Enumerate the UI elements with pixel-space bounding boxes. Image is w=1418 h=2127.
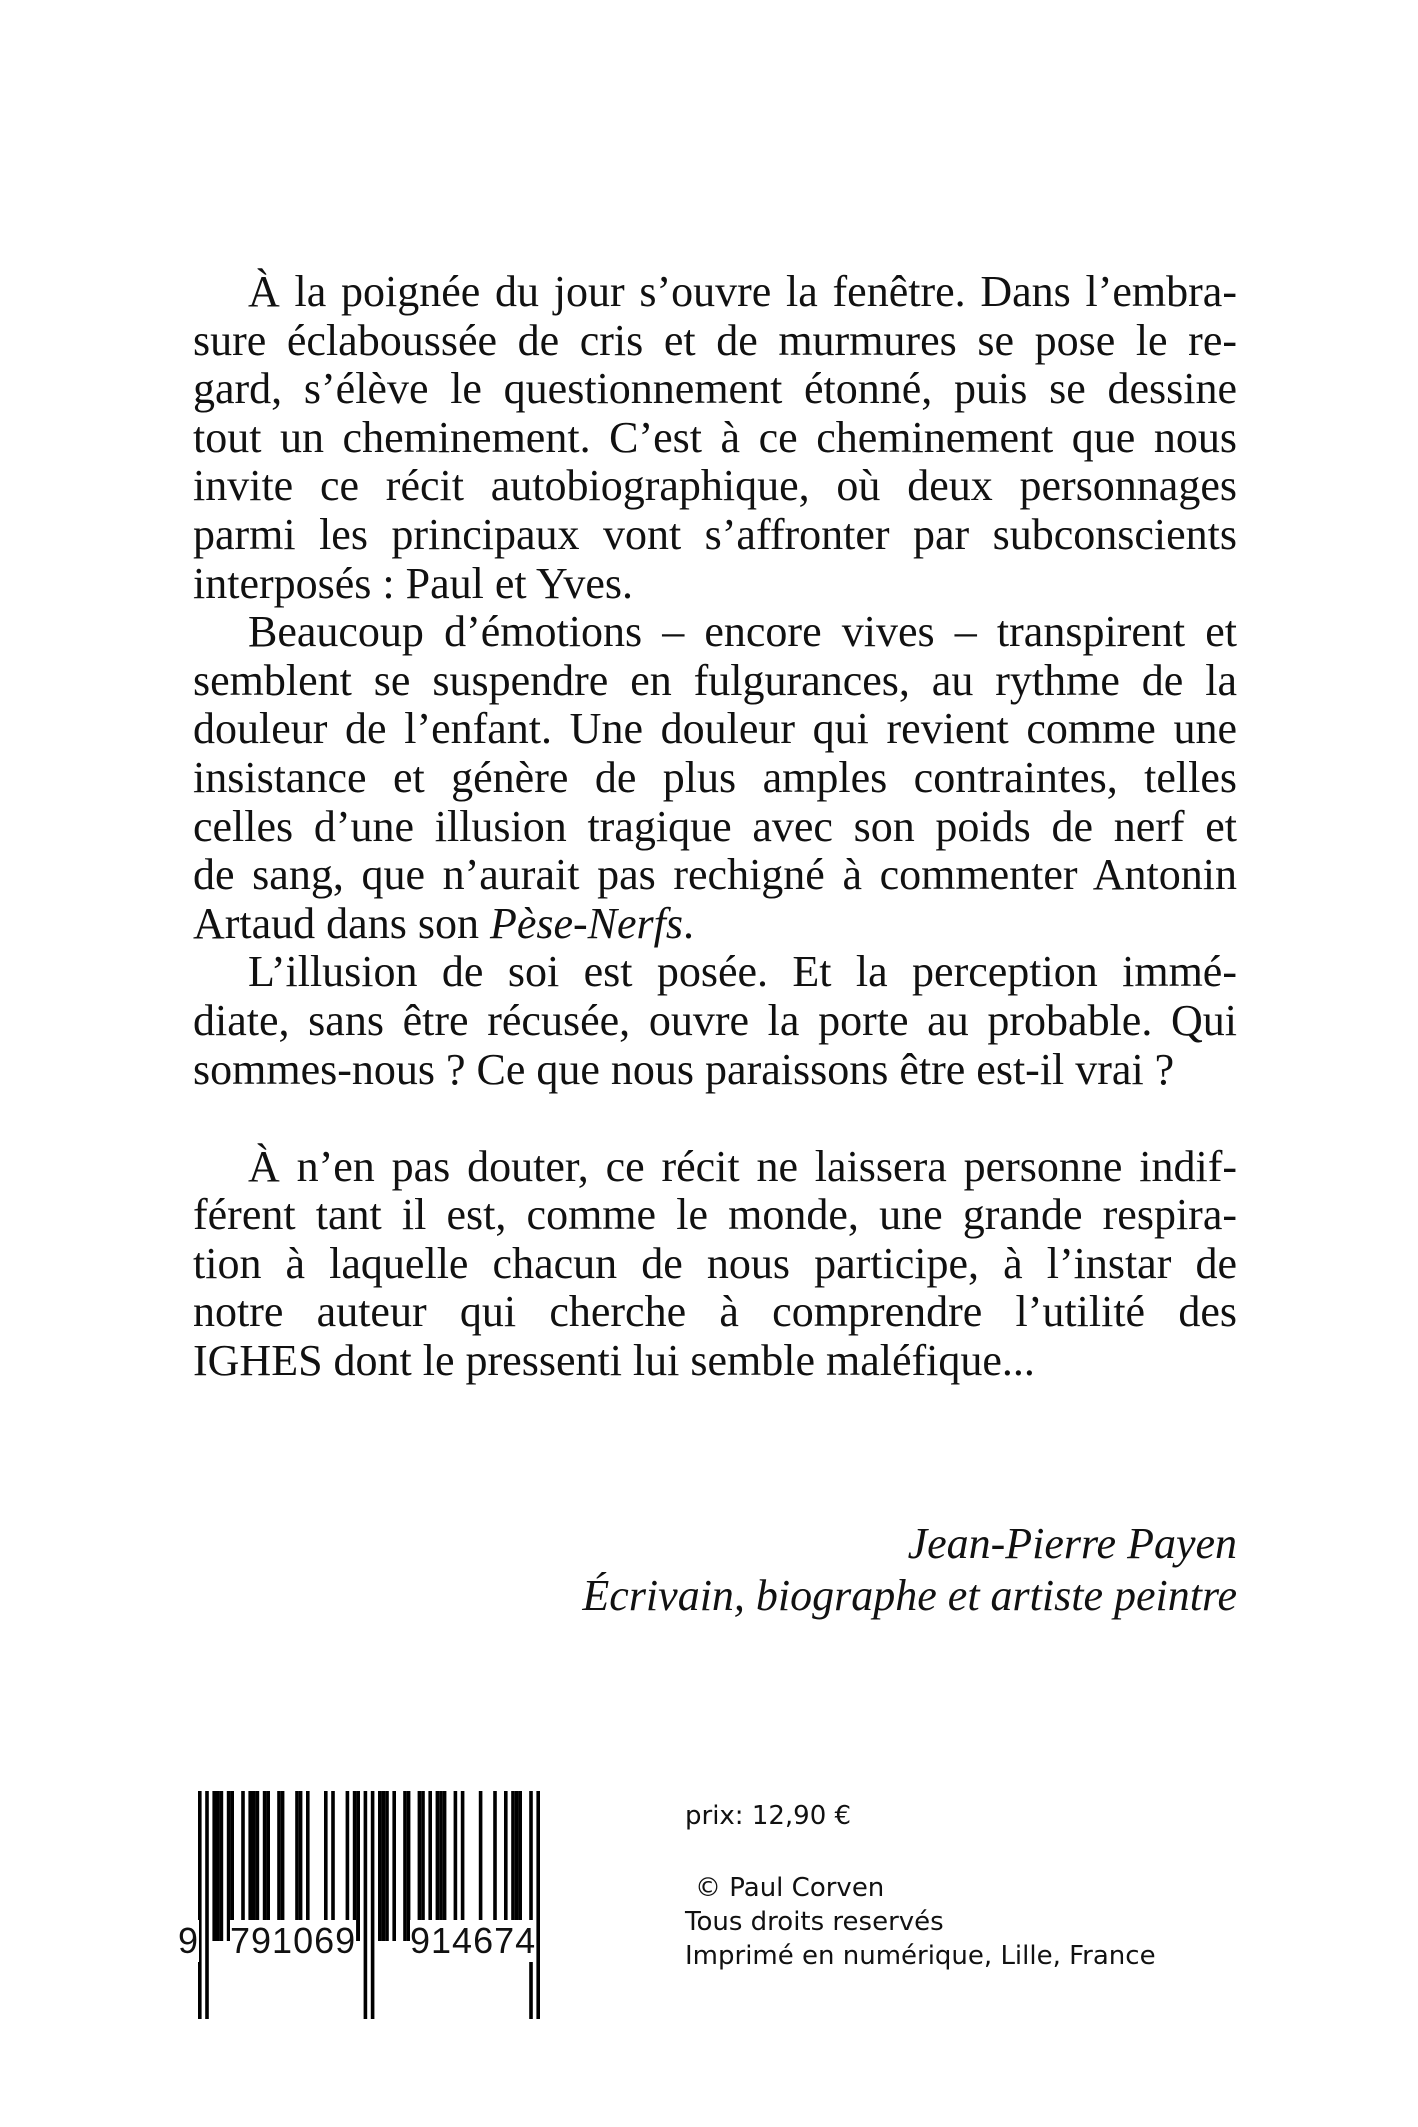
blurb-text xyxy=(193,268,1237,1386)
barcode-bar xyxy=(220,1791,224,1941)
isbn-barcode xyxy=(178,1791,598,2019)
text-line: invite ce récit autobiographique, où deux personnages xyxy=(193,461,1237,511)
barcode-bar xyxy=(421,1791,425,1941)
barcode-bar xyxy=(454,1791,458,1941)
text-line: interposés : Paul et Yves. xyxy=(193,558,633,608)
barcode-digit-first: 9 xyxy=(178,1920,200,1961)
barcode-group-2: 914674 xyxy=(410,1920,537,1961)
text-line: tout un cheminement. C’est à ce cheminement que nous xyxy=(193,412,1237,462)
barcode-bar xyxy=(212,1791,216,1941)
barcode-bar xyxy=(385,1791,389,1941)
barcode-bar xyxy=(263,1791,267,1941)
text-line: férent tant il est, comme le monde, une grande respira- xyxy=(193,1190,1237,1240)
barcode-group-1: 791069 xyxy=(230,1920,357,1961)
barcode-guard-bar xyxy=(198,1791,202,2019)
text-line: celles d’une illusion tragique avec son poids de nerf et xyxy=(193,801,1237,851)
text-line: sommes-nous ? Ce que nous paraissons être est-il vrai ? xyxy=(193,1044,1175,1094)
price-label: prix: 12,90 € xyxy=(685,1801,852,1831)
barcode-bar xyxy=(227,1791,231,1941)
text-line: À n’en pas douter, ce récit ne laissera personne indif- xyxy=(248,1141,1237,1191)
text-line: parmi les principaux vont s’affronter par subconscients xyxy=(193,509,1237,559)
barcode-bar xyxy=(418,1791,422,1941)
barcode-bar xyxy=(299,1791,303,1941)
book-title: Pèse-Nerfs xyxy=(489,898,684,948)
barcode-bar xyxy=(518,1791,522,1941)
barcode-bar xyxy=(479,1791,483,1941)
barcode-digits xyxy=(178,1920,598,1970)
author-role: Écrivain, biographe et artiste peintre xyxy=(582,1571,1237,1620)
barcode-guard-bar xyxy=(205,1791,209,2019)
barcode-bar xyxy=(392,1791,396,1941)
barcode-guard-bar xyxy=(364,1791,368,2019)
barcode-bar xyxy=(443,1791,447,1941)
text-line: notre auteur qui cherche à comprendre l’utilité des xyxy=(193,1287,1237,1337)
text-line: L’illusion de soi est posée. Et la perception immé- xyxy=(248,947,1237,997)
barcode-bar xyxy=(439,1791,443,1941)
printing-line: Imprimé en numérique, Lille, France xyxy=(685,1941,1156,1971)
barcode-bars xyxy=(178,1791,598,2019)
barcode-guard-bar xyxy=(529,1791,533,2019)
barcode-bar xyxy=(403,1791,407,1941)
text-line: insistance et génère de plus amples contraintes, telles xyxy=(193,752,1237,802)
signature xyxy=(582,1518,1237,1622)
barcode-bar xyxy=(428,1791,432,1941)
barcode-bar xyxy=(407,1791,411,1941)
barcode-bar xyxy=(230,1791,234,1941)
text-line: IGHES dont le pressenti lui semble maléfique... xyxy=(193,1336,1035,1386)
text-line: diate, sans être récusée, ouvre la porte au probable. Qui xyxy=(193,995,1237,1045)
barcode-bar xyxy=(493,1791,497,1941)
barcode-bar xyxy=(382,1791,386,1941)
barcode-bar xyxy=(461,1791,465,1941)
barcode-bar xyxy=(511,1791,515,1941)
text-fragment: . xyxy=(683,898,695,948)
text-line: semblent se suspendre en fulgurances, au rythme de la xyxy=(193,655,1237,705)
barcode-bar xyxy=(281,1791,285,1941)
barcode-bar xyxy=(216,1791,220,1941)
text-line: douleur de l’enfant. Une douleur qui revient comme une xyxy=(193,704,1237,754)
copyright-line: © Paul Corven xyxy=(695,1873,885,1903)
text-line: Beaucoup d’émotions – encore vives – transpirent et xyxy=(248,607,1237,657)
text-line: gard, s’élève le questionnement étonné, puis se dessine xyxy=(193,364,1237,414)
text-line: À la poignée du jour s’ouvre la fenêtre. Dans l’embra- xyxy=(248,267,1237,316)
barcode-bar xyxy=(295,1791,299,1941)
barcode-bar xyxy=(266,1791,270,1941)
text-line: sure éclaboussée de cris et de murmures se pose le re- xyxy=(193,315,1237,365)
barcode-bar xyxy=(256,1791,260,1941)
text-line: tion à laquelle chacun de nous participe, à l’instar de xyxy=(193,1238,1237,1288)
barcode-bar xyxy=(504,1791,508,1941)
text-line: de sang, que n’aurait pas rechigné à commenter Antonin xyxy=(193,850,1237,900)
barcode-bar xyxy=(324,1791,328,1941)
barcode-bar xyxy=(252,1791,256,1941)
publication-info xyxy=(685,1799,1156,1973)
barcode-bar xyxy=(277,1791,281,1941)
text-fragment: Artaud dans son xyxy=(193,898,490,948)
barcode-bar xyxy=(356,1791,360,1941)
barcode-guard-bar xyxy=(536,1791,540,2019)
paragraph-gap xyxy=(193,1094,1237,1143)
barcode-bar xyxy=(248,1791,252,1941)
barcode-bar xyxy=(331,1791,335,1941)
text-line xyxy=(193,900,1237,949)
barcode-guard-bar xyxy=(371,1791,375,2019)
barcode-bar xyxy=(378,1791,382,1941)
author-name: Jean-Pierre Payen xyxy=(907,1519,1237,1568)
barcode-bar xyxy=(436,1791,440,1941)
barcode-bar xyxy=(515,1791,519,1941)
barcode-bar xyxy=(353,1791,357,1941)
barcode-bar xyxy=(241,1791,245,1941)
barcode-bar xyxy=(346,1791,350,1941)
barcode-bar xyxy=(306,1791,310,1941)
rights-line: Tous droits reservés xyxy=(685,1907,944,1937)
